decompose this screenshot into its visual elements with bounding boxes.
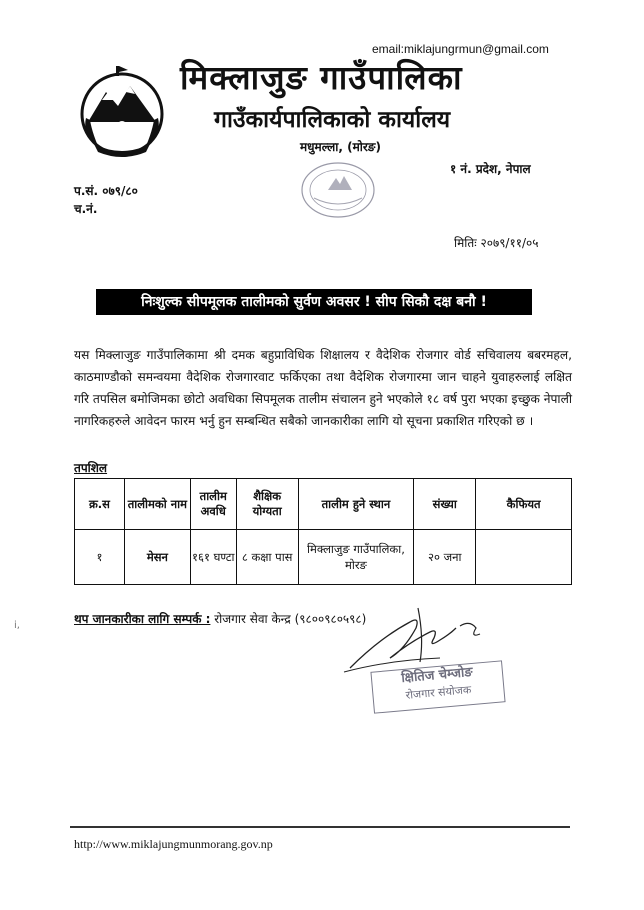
training-table: [74, 478, 572, 585]
notice-body: यस मिक्लाजुङ गाउँपालिकामा श्री दमक बहुप्राविधिक शिक्षालय र वैदेशिक रोजगार वोर्ड सचिवालय बबरमहल, काठमाण्डौको समन्वयमा वैदेशिक रोजगारवाट फर्किएका तथा वैदेशिक रोजगारमा जान चाहने युवाहरुलाई लक्षित गरि तपसिल बमोजिमका छोटो अवधिका सिपमूलक तालीम संचालन हुने भएकोले १८ वर्ष पुरा भएका इच्छुक नेपाली नागरिकहरुले आवेदन फारम भर्नु हुन सम्बन्धित सबैको जानकारीका लागि यो सूचना प्रकाशित गरिएको छ ।: [74, 348, 572, 428]
email-address: email:miklajungrmun@gmail.com: [372, 42, 549, 56]
column-header: तालीम हुने स्थान: [298, 479, 414, 530]
table-cell: २० जना: [414, 530, 476, 585]
column-header: क्र.स: [75, 479, 125, 530]
municipality-emblem-icon: [72, 64, 172, 160]
table-header-row: [75, 479, 572, 530]
office-address: मधुमल्ला, (मोरङ): [300, 140, 381, 154]
footer-divider: [70, 826, 570, 828]
column-header: शैक्षिक योग्यता: [236, 479, 298, 530]
contact-value: रोजगार सेवा केन्द्र (९८००९८०५९८): [214, 612, 367, 626]
table-row: [75, 530, 572, 585]
column-header: तालीम अवधि: [190, 479, 236, 530]
signatory-role: रोजगार संयोजक: [405, 683, 472, 702]
table-cell: [476, 530, 572, 585]
province-label: १ नं. प्रदेश, नेपाल: [450, 162, 531, 176]
table-cell: ८ कक्षा पास: [236, 530, 298, 585]
contact-label-text: थप जानकारीका लागि सम्पर्क :: [74, 612, 211, 626]
table-cell: मेसन: [124, 530, 190, 585]
column-header: संख्या: [414, 479, 476, 530]
office-seal-icon: [298, 160, 378, 220]
table-cell: १६१ घण्टा: [190, 530, 236, 585]
footer-url: http://www.miklajungmunmorang.gov.np: [74, 837, 273, 851]
margin-mark: i,: [14, 620, 20, 631]
details-label: तपशिल: [74, 461, 108, 475]
table-cell: १: [75, 530, 125, 585]
signatory-name: क्षितिज चेम्जोङ: [400, 664, 474, 687]
column-header: कैफियत: [476, 479, 572, 530]
office-title: गाउँकार्यपालिकाको कार्यालय: [214, 107, 451, 133]
reference-number: प.सं. ०७९/८०: [74, 184, 138, 198]
notice-date: मितिः २०७९/११/०५: [454, 236, 539, 250]
table-cell: मिक्लाजुङ गाउँपालिका, मोरङ: [298, 530, 414, 585]
notice-headline: निःशुल्क सीपमूलक तालीमको सुर्वण अवसर ! सीप सिकौ दक्ष बनौ !: [96, 289, 532, 315]
dispatch-number: च.नं.: [74, 202, 98, 216]
column-header: तालीमको नाम: [124, 479, 190, 530]
contact-label: [74, 612, 210, 626]
municipality-title: मिक्लाजुङ गाउँपालिका: [180, 58, 463, 97]
